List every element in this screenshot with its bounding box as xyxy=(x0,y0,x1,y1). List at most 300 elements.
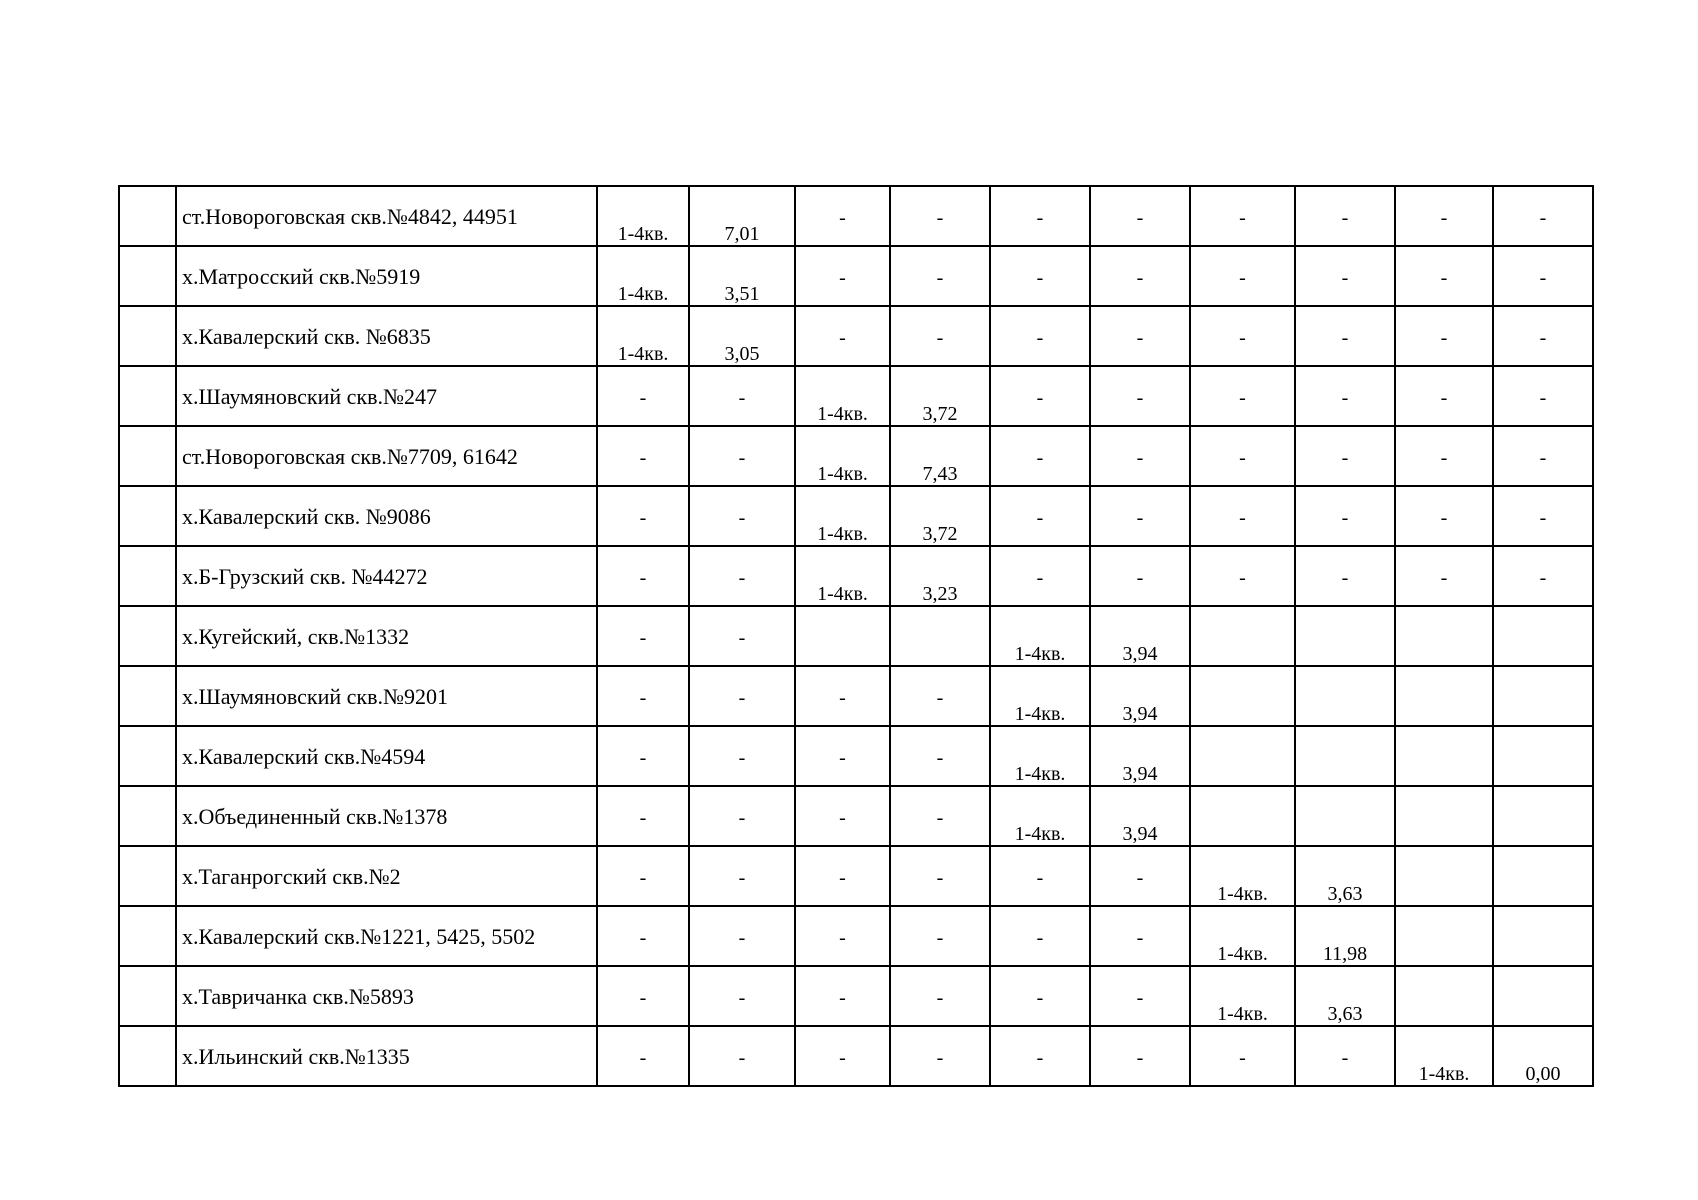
well-name-cell: х.Кугейский, скв.№1332 xyxy=(176,606,597,666)
cell-value: - xyxy=(1440,507,1448,529)
row-number-cell xyxy=(119,1026,176,1086)
cell-value: - xyxy=(1136,927,1144,949)
cell-value: 7,01 xyxy=(724,223,760,245)
cell-value: - xyxy=(1239,207,1246,229)
well-name-cell: х.Шаумяновский скв.№247 xyxy=(176,366,597,426)
value-cell xyxy=(1395,606,1493,666)
cell-value: 1-4кв. xyxy=(817,463,868,485)
value-cell xyxy=(1295,1026,1395,1086)
cell-value: - xyxy=(1341,207,1349,229)
value-cell xyxy=(1190,366,1295,426)
value-cell xyxy=(990,486,1090,546)
row-number-cell xyxy=(119,606,176,666)
cell-value: - xyxy=(1036,867,1044,889)
cell-value: - xyxy=(1239,387,1246,409)
value-cell xyxy=(1395,966,1493,1026)
value-cell xyxy=(597,366,689,426)
value-cell xyxy=(1190,486,1295,546)
row-number-cell xyxy=(119,306,176,366)
cell-value: 3,23 xyxy=(922,583,958,605)
table-row xyxy=(119,786,1593,846)
cell-value: 3,05 xyxy=(724,343,760,365)
value-cell xyxy=(1295,306,1395,366)
cell-value: - xyxy=(639,687,647,709)
value-cell xyxy=(1493,786,1593,846)
cell-value: - xyxy=(936,747,944,769)
value-cell xyxy=(597,306,689,366)
cell-value: 3,51 xyxy=(724,283,760,305)
cell-value: 1-4кв. xyxy=(1217,1003,1268,1025)
cell-value: - xyxy=(936,987,944,1009)
table-row xyxy=(119,966,1593,1026)
well-name-cell: х.Кавалерский скв. №9086 xyxy=(176,486,597,546)
value-cell xyxy=(1090,726,1190,786)
cell-value: - xyxy=(1341,387,1349,409)
cell-value: - xyxy=(1136,387,1144,409)
value-cell xyxy=(1090,486,1190,546)
cell-value: - xyxy=(936,927,944,949)
value-cell xyxy=(689,906,795,966)
value-cell xyxy=(795,966,890,1026)
cell-value: - xyxy=(1539,567,1547,589)
table-row xyxy=(119,426,1593,486)
well-name-cell: ст.Новороговская скв.№7709, 61642 xyxy=(176,426,597,486)
cell-value: - xyxy=(738,387,746,409)
table-row xyxy=(119,306,1593,366)
well-name-cell: х.Шаумяновский скв.№9201 xyxy=(176,666,597,726)
row-number-cell xyxy=(119,666,176,726)
well-name-cell: х.Кавалерский скв.№4594 xyxy=(176,726,597,786)
cell-value: - xyxy=(639,507,647,529)
cell-value: - xyxy=(1539,327,1547,349)
table-body xyxy=(119,186,1593,1086)
value-cell xyxy=(1295,966,1395,1026)
cell-value: 3,72 xyxy=(922,523,958,545)
value-cell xyxy=(689,726,795,786)
well-name-cell: ст.Новороговская скв.№4842, 44951 xyxy=(176,186,597,246)
value-cell xyxy=(597,666,689,726)
cell-value: - xyxy=(1341,327,1349,349)
cell-value: - xyxy=(1136,987,1144,1009)
value-cell xyxy=(1090,846,1190,906)
value-cell xyxy=(1493,906,1593,966)
value-cell xyxy=(795,306,890,366)
value-cell xyxy=(795,486,890,546)
cell-value: - xyxy=(1440,327,1448,349)
cell-value: 1-4кв. xyxy=(1217,883,1268,905)
value-cell xyxy=(990,726,1090,786)
value-cell xyxy=(990,966,1090,1026)
cell-value: - xyxy=(839,747,846,769)
table-row xyxy=(119,546,1593,606)
value-cell xyxy=(890,666,990,726)
cell-value: - xyxy=(738,567,746,589)
value-cell xyxy=(1395,846,1493,906)
cell-value: - xyxy=(839,267,846,289)
cell-value: - xyxy=(1136,327,1144,349)
value-cell xyxy=(689,366,795,426)
cell-value: 3,94 xyxy=(1122,823,1158,845)
value-cell xyxy=(689,966,795,1026)
value-cell xyxy=(1295,546,1395,606)
row-number-cell xyxy=(119,486,176,546)
value-cell xyxy=(1295,606,1395,666)
cell-value: - xyxy=(1136,447,1144,469)
value-cell xyxy=(1295,786,1395,846)
value-cell xyxy=(689,546,795,606)
cell-value: - xyxy=(738,987,746,1009)
value-cell xyxy=(597,546,689,606)
value-cell xyxy=(1395,306,1493,366)
value-cell xyxy=(1190,846,1295,906)
cell-value: - xyxy=(1036,987,1044,1009)
cell-value: - xyxy=(1136,1047,1144,1069)
value-cell xyxy=(1395,186,1493,246)
value-cell xyxy=(689,1026,795,1086)
value-cell xyxy=(597,606,689,666)
value-cell xyxy=(1493,186,1593,246)
cell-value: 1-4кв. xyxy=(1014,643,1066,665)
value-cell xyxy=(890,906,990,966)
value-cell xyxy=(1493,246,1593,306)
cell-value: 3,63 xyxy=(1327,1003,1363,1025)
value-cell xyxy=(890,546,990,606)
cell-value: 1-4кв. xyxy=(617,283,669,305)
value-cell xyxy=(1090,1026,1190,1086)
value-cell xyxy=(1090,246,1190,306)
table-row xyxy=(119,1026,1593,1086)
cell-value: - xyxy=(936,207,944,229)
cell-value: - xyxy=(1341,567,1349,589)
value-cell xyxy=(1493,606,1593,666)
value-cell xyxy=(990,906,1090,966)
value-cell xyxy=(1295,726,1395,786)
value-cell xyxy=(795,1026,890,1086)
value-cell xyxy=(890,486,990,546)
value-cell xyxy=(1395,246,1493,306)
value-cell xyxy=(990,246,1090,306)
value-cell xyxy=(597,246,689,306)
value-cell xyxy=(990,546,1090,606)
cell-value: - xyxy=(1341,1047,1349,1069)
row-number-cell xyxy=(119,426,176,486)
value-cell xyxy=(689,606,795,666)
cell-value: - xyxy=(639,867,647,889)
value-cell xyxy=(1395,426,1493,486)
cell-value: 3,94 xyxy=(1122,763,1158,785)
cell-value: 3,94 xyxy=(1122,643,1158,665)
cell-value: - xyxy=(1440,387,1448,409)
cell-value: 1-4кв. xyxy=(1418,1063,1470,1085)
cell-value: - xyxy=(1239,1047,1246,1069)
table-row xyxy=(119,486,1593,546)
cell-value: - xyxy=(1036,207,1044,229)
value-cell xyxy=(795,906,890,966)
value-cell xyxy=(890,186,990,246)
cell-value: - xyxy=(1036,507,1044,529)
value-cell xyxy=(890,966,990,1026)
wells-schedule-table xyxy=(118,185,1594,1087)
value-cell xyxy=(795,186,890,246)
cell-value: - xyxy=(1239,267,1246,289)
well-name-cell: х.Матросский скв.№5919 xyxy=(176,246,597,306)
value-cell xyxy=(1493,366,1593,426)
value-cell xyxy=(1090,606,1190,666)
cell-value: 1-4кв. xyxy=(1217,943,1268,965)
cell-value: - xyxy=(1239,507,1246,529)
table-row xyxy=(119,606,1593,666)
cell-value: - xyxy=(738,1047,746,1069)
cell-value: - xyxy=(639,747,647,769)
cell-value: - xyxy=(936,1047,944,1069)
well-name-cell: х.Б-Грузский скв. №44272 xyxy=(176,546,597,606)
row-number-cell xyxy=(119,246,176,306)
well-name-cell: х.Кавалерский скв.№1221, 5425, 5502 xyxy=(176,906,597,966)
value-cell xyxy=(597,486,689,546)
cell-value: - xyxy=(1440,447,1448,469)
value-cell xyxy=(1395,486,1493,546)
cell-value: - xyxy=(839,207,846,229)
value-cell xyxy=(990,666,1090,726)
row-number-cell xyxy=(119,726,176,786)
cell-value: - xyxy=(738,687,746,709)
value-cell xyxy=(1295,906,1395,966)
value-cell xyxy=(1190,726,1295,786)
cell-value: - xyxy=(839,1047,846,1069)
cell-value: - xyxy=(738,867,746,889)
value-cell xyxy=(795,366,890,426)
table-row xyxy=(119,906,1593,966)
cell-value: - xyxy=(639,987,647,1009)
cell-value: - xyxy=(1036,1047,1044,1069)
value-cell xyxy=(795,546,890,606)
value-cell xyxy=(1090,966,1190,1026)
cell-value: 1-4кв. xyxy=(817,583,868,605)
value-cell xyxy=(689,186,795,246)
cell-value: 3,94 xyxy=(1122,703,1158,725)
value-cell xyxy=(990,1026,1090,1086)
cell-value: 1-4кв. xyxy=(817,403,868,425)
cell-value: - xyxy=(738,507,746,529)
row-number-cell xyxy=(119,186,176,246)
value-cell xyxy=(1190,606,1295,666)
value-cell xyxy=(1295,666,1395,726)
value-cell xyxy=(597,186,689,246)
cell-value: - xyxy=(936,327,944,349)
cell-value: - xyxy=(1036,387,1044,409)
table-row xyxy=(119,366,1593,426)
cell-value: - xyxy=(1341,507,1349,529)
cell-value: - xyxy=(1136,867,1144,889)
cell-value: - xyxy=(1440,207,1448,229)
value-cell xyxy=(689,846,795,906)
value-cell xyxy=(597,966,689,1026)
value-cell xyxy=(890,726,990,786)
value-cell xyxy=(890,846,990,906)
cell-value: 11,98 xyxy=(1322,943,1368,965)
value-cell xyxy=(1493,666,1593,726)
cell-value: - xyxy=(1539,207,1547,229)
cell-value: - xyxy=(738,807,746,829)
cell-value: - xyxy=(1136,507,1144,529)
value-cell xyxy=(890,246,990,306)
cell-value: - xyxy=(1539,387,1547,409)
row-number-cell xyxy=(119,846,176,906)
value-cell xyxy=(1190,546,1295,606)
value-cell xyxy=(1190,306,1295,366)
cell-value: 0,00 xyxy=(1525,1063,1561,1085)
value-cell xyxy=(1493,426,1593,486)
cell-value: - xyxy=(738,927,746,949)
table-row xyxy=(119,666,1593,726)
value-cell xyxy=(990,606,1090,666)
value-cell xyxy=(990,846,1090,906)
cell-value: - xyxy=(738,447,746,469)
value-cell xyxy=(1090,906,1190,966)
well-name-cell: х.Ильинский скв.№1335 xyxy=(176,1026,597,1086)
cell-value: - xyxy=(936,687,944,709)
value-cell xyxy=(1395,906,1493,966)
row-number-cell xyxy=(119,906,176,966)
value-cell xyxy=(795,246,890,306)
value-cell xyxy=(1295,426,1395,486)
table-row xyxy=(119,186,1593,246)
value-cell xyxy=(1395,366,1493,426)
cell-value: 7,43 xyxy=(922,463,958,485)
well-name-cell: х.Объединенный скв.№1378 xyxy=(176,786,597,846)
value-cell xyxy=(795,846,890,906)
cell-value: 1-4кв. xyxy=(617,343,669,365)
row-number-cell xyxy=(119,366,176,426)
cell-value: - xyxy=(1239,567,1246,589)
cell-value: - xyxy=(1341,267,1349,289)
value-cell xyxy=(1395,786,1493,846)
value-cell xyxy=(1493,1026,1593,1086)
cell-value: - xyxy=(1539,267,1547,289)
cell-value: - xyxy=(1136,267,1144,289)
cell-value: - xyxy=(1136,567,1144,589)
value-cell xyxy=(1190,186,1295,246)
value-cell xyxy=(1295,186,1395,246)
value-cell xyxy=(1090,786,1190,846)
value-cell xyxy=(1090,186,1190,246)
value-cell xyxy=(990,306,1090,366)
value-cell xyxy=(1395,1026,1493,1086)
cell-value: - xyxy=(839,987,846,1009)
value-cell xyxy=(1190,966,1295,1026)
value-cell xyxy=(1395,666,1493,726)
cell-value: - xyxy=(1036,567,1044,589)
row-number-cell xyxy=(119,546,176,606)
cell-value: - xyxy=(1036,927,1044,949)
cell-value: - xyxy=(1239,447,1246,469)
value-cell xyxy=(890,426,990,486)
value-cell xyxy=(795,786,890,846)
value-cell xyxy=(795,726,890,786)
value-cell xyxy=(597,906,689,966)
cell-value: - xyxy=(639,927,647,949)
well-name-cell: х.Таганрогский скв.№2 xyxy=(176,846,597,906)
table-row xyxy=(119,726,1593,786)
value-cell xyxy=(1395,546,1493,606)
value-cell xyxy=(689,486,795,546)
table-row xyxy=(119,846,1593,906)
value-cell xyxy=(795,606,890,666)
value-cell xyxy=(1493,486,1593,546)
value-cell xyxy=(597,846,689,906)
value-cell xyxy=(1190,666,1295,726)
table-row xyxy=(119,246,1593,306)
value-cell xyxy=(597,786,689,846)
value-cell xyxy=(990,426,1090,486)
value-cell xyxy=(1493,846,1593,906)
value-cell xyxy=(890,606,990,666)
cell-value: 1-4кв. xyxy=(617,223,669,245)
value-cell xyxy=(1493,726,1593,786)
cell-value: - xyxy=(1036,327,1044,349)
value-cell xyxy=(1190,1026,1295,1086)
cell-value: - xyxy=(1036,447,1044,469)
cell-value: - xyxy=(639,807,647,829)
value-cell xyxy=(990,366,1090,426)
value-cell xyxy=(689,306,795,366)
value-cell xyxy=(1190,786,1295,846)
value-cell xyxy=(1090,666,1190,726)
value-cell xyxy=(1090,306,1190,366)
row-number-cell xyxy=(119,786,176,846)
cell-value: - xyxy=(639,1047,647,1069)
value-cell xyxy=(597,426,689,486)
value-cell xyxy=(1493,966,1593,1026)
cell-value: - xyxy=(1440,567,1448,589)
value-cell xyxy=(1493,306,1593,366)
cell-value: - xyxy=(1440,267,1448,289)
value-cell xyxy=(1090,366,1190,426)
value-cell xyxy=(795,426,890,486)
value-cell xyxy=(990,186,1090,246)
value-cell xyxy=(890,1026,990,1086)
value-cell xyxy=(689,786,795,846)
value-cell xyxy=(597,726,689,786)
value-cell xyxy=(1395,726,1493,786)
cell-value: - xyxy=(1539,447,1547,469)
value-cell xyxy=(1190,426,1295,486)
cell-value: 1-4кв. xyxy=(1014,703,1066,725)
value-cell xyxy=(689,246,795,306)
value-cell xyxy=(890,306,990,366)
cell-value: - xyxy=(1239,327,1246,349)
cell-value: - xyxy=(936,867,944,889)
well-name-cell: х.Тавричанка скв.№5893 xyxy=(176,966,597,1026)
cell-value: - xyxy=(1341,447,1349,469)
cell-value: 1-4кв. xyxy=(1014,763,1066,785)
row-number-cell xyxy=(119,966,176,1026)
cell-value: - xyxy=(839,867,846,889)
cell-value: - xyxy=(936,807,944,829)
cell-value: 1-4кв. xyxy=(817,523,868,545)
cell-value: 1-4кв. xyxy=(1014,823,1066,845)
value-cell xyxy=(1295,846,1395,906)
cell-value: - xyxy=(839,327,846,349)
value-cell xyxy=(1493,546,1593,606)
value-cell xyxy=(689,426,795,486)
value-cell xyxy=(1190,246,1295,306)
value-cell xyxy=(689,666,795,726)
cell-value: - xyxy=(639,567,647,589)
value-cell xyxy=(990,786,1090,846)
cell-value: - xyxy=(839,927,846,949)
cell-value: - xyxy=(839,807,846,829)
